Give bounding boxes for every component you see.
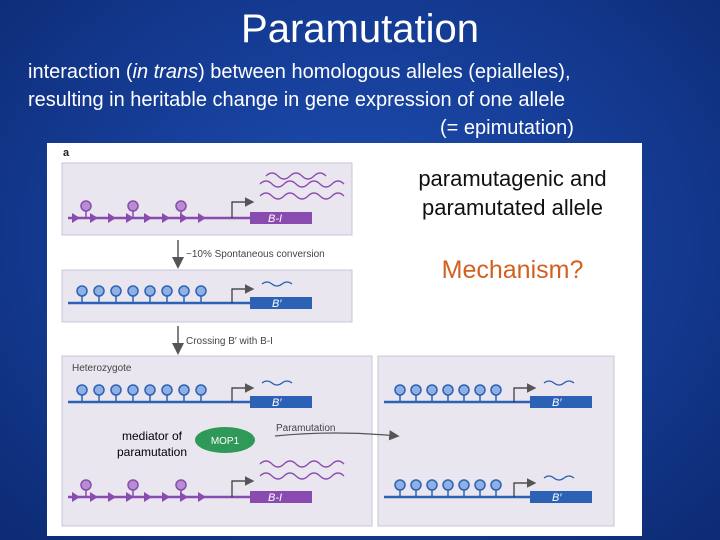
- mediator-label: mediator of paramutation: [116, 429, 188, 459]
- step2-label: Crossing B′ with B-I: [186, 336, 273, 347]
- heterozygote-label: Heterozygote: [72, 363, 132, 374]
- label-bprime-2: B′: [272, 397, 282, 409]
- step1-label: ~10% Spontaneous conversion: [186, 249, 325, 260]
- panel-letter: a: [63, 147, 70, 159]
- label-bprime-1: B′: [272, 298, 282, 310]
- subtitle-line1-pre: interaction (: [28, 61, 133, 83]
- subtitle-line2: resulting in heritable change in gene expression of one allele: [28, 89, 566, 111]
- caption-paramutagenic: paramutagenic and paramutated allele: [418, 166, 607, 220]
- label-bi-2: B-I: [268, 492, 283, 504]
- panel-bprime: [62, 270, 352, 322]
- label-bprime-3: B′: [552, 397, 562, 409]
- subtitle-line3: (= epimutation): [440, 117, 574, 139]
- label-bi-1: B-I: [268, 213, 283, 225]
- label-bprime-4: B′: [552, 492, 562, 504]
- subtitle-in-trans: in trans: [132, 61, 199, 83]
- mechanism-question: Mechanism?: [441, 256, 584, 284]
- mop1-label: MOP1: [210, 436, 240, 447]
- panel-bi: [62, 163, 352, 235]
- paramutation-label: Paramutation: [276, 423, 336, 434]
- subtitle-line1-post: ) between homologous alleles (epialleles),: [198, 61, 571, 83]
- slide-title: Paramutation: [241, 7, 479, 51]
